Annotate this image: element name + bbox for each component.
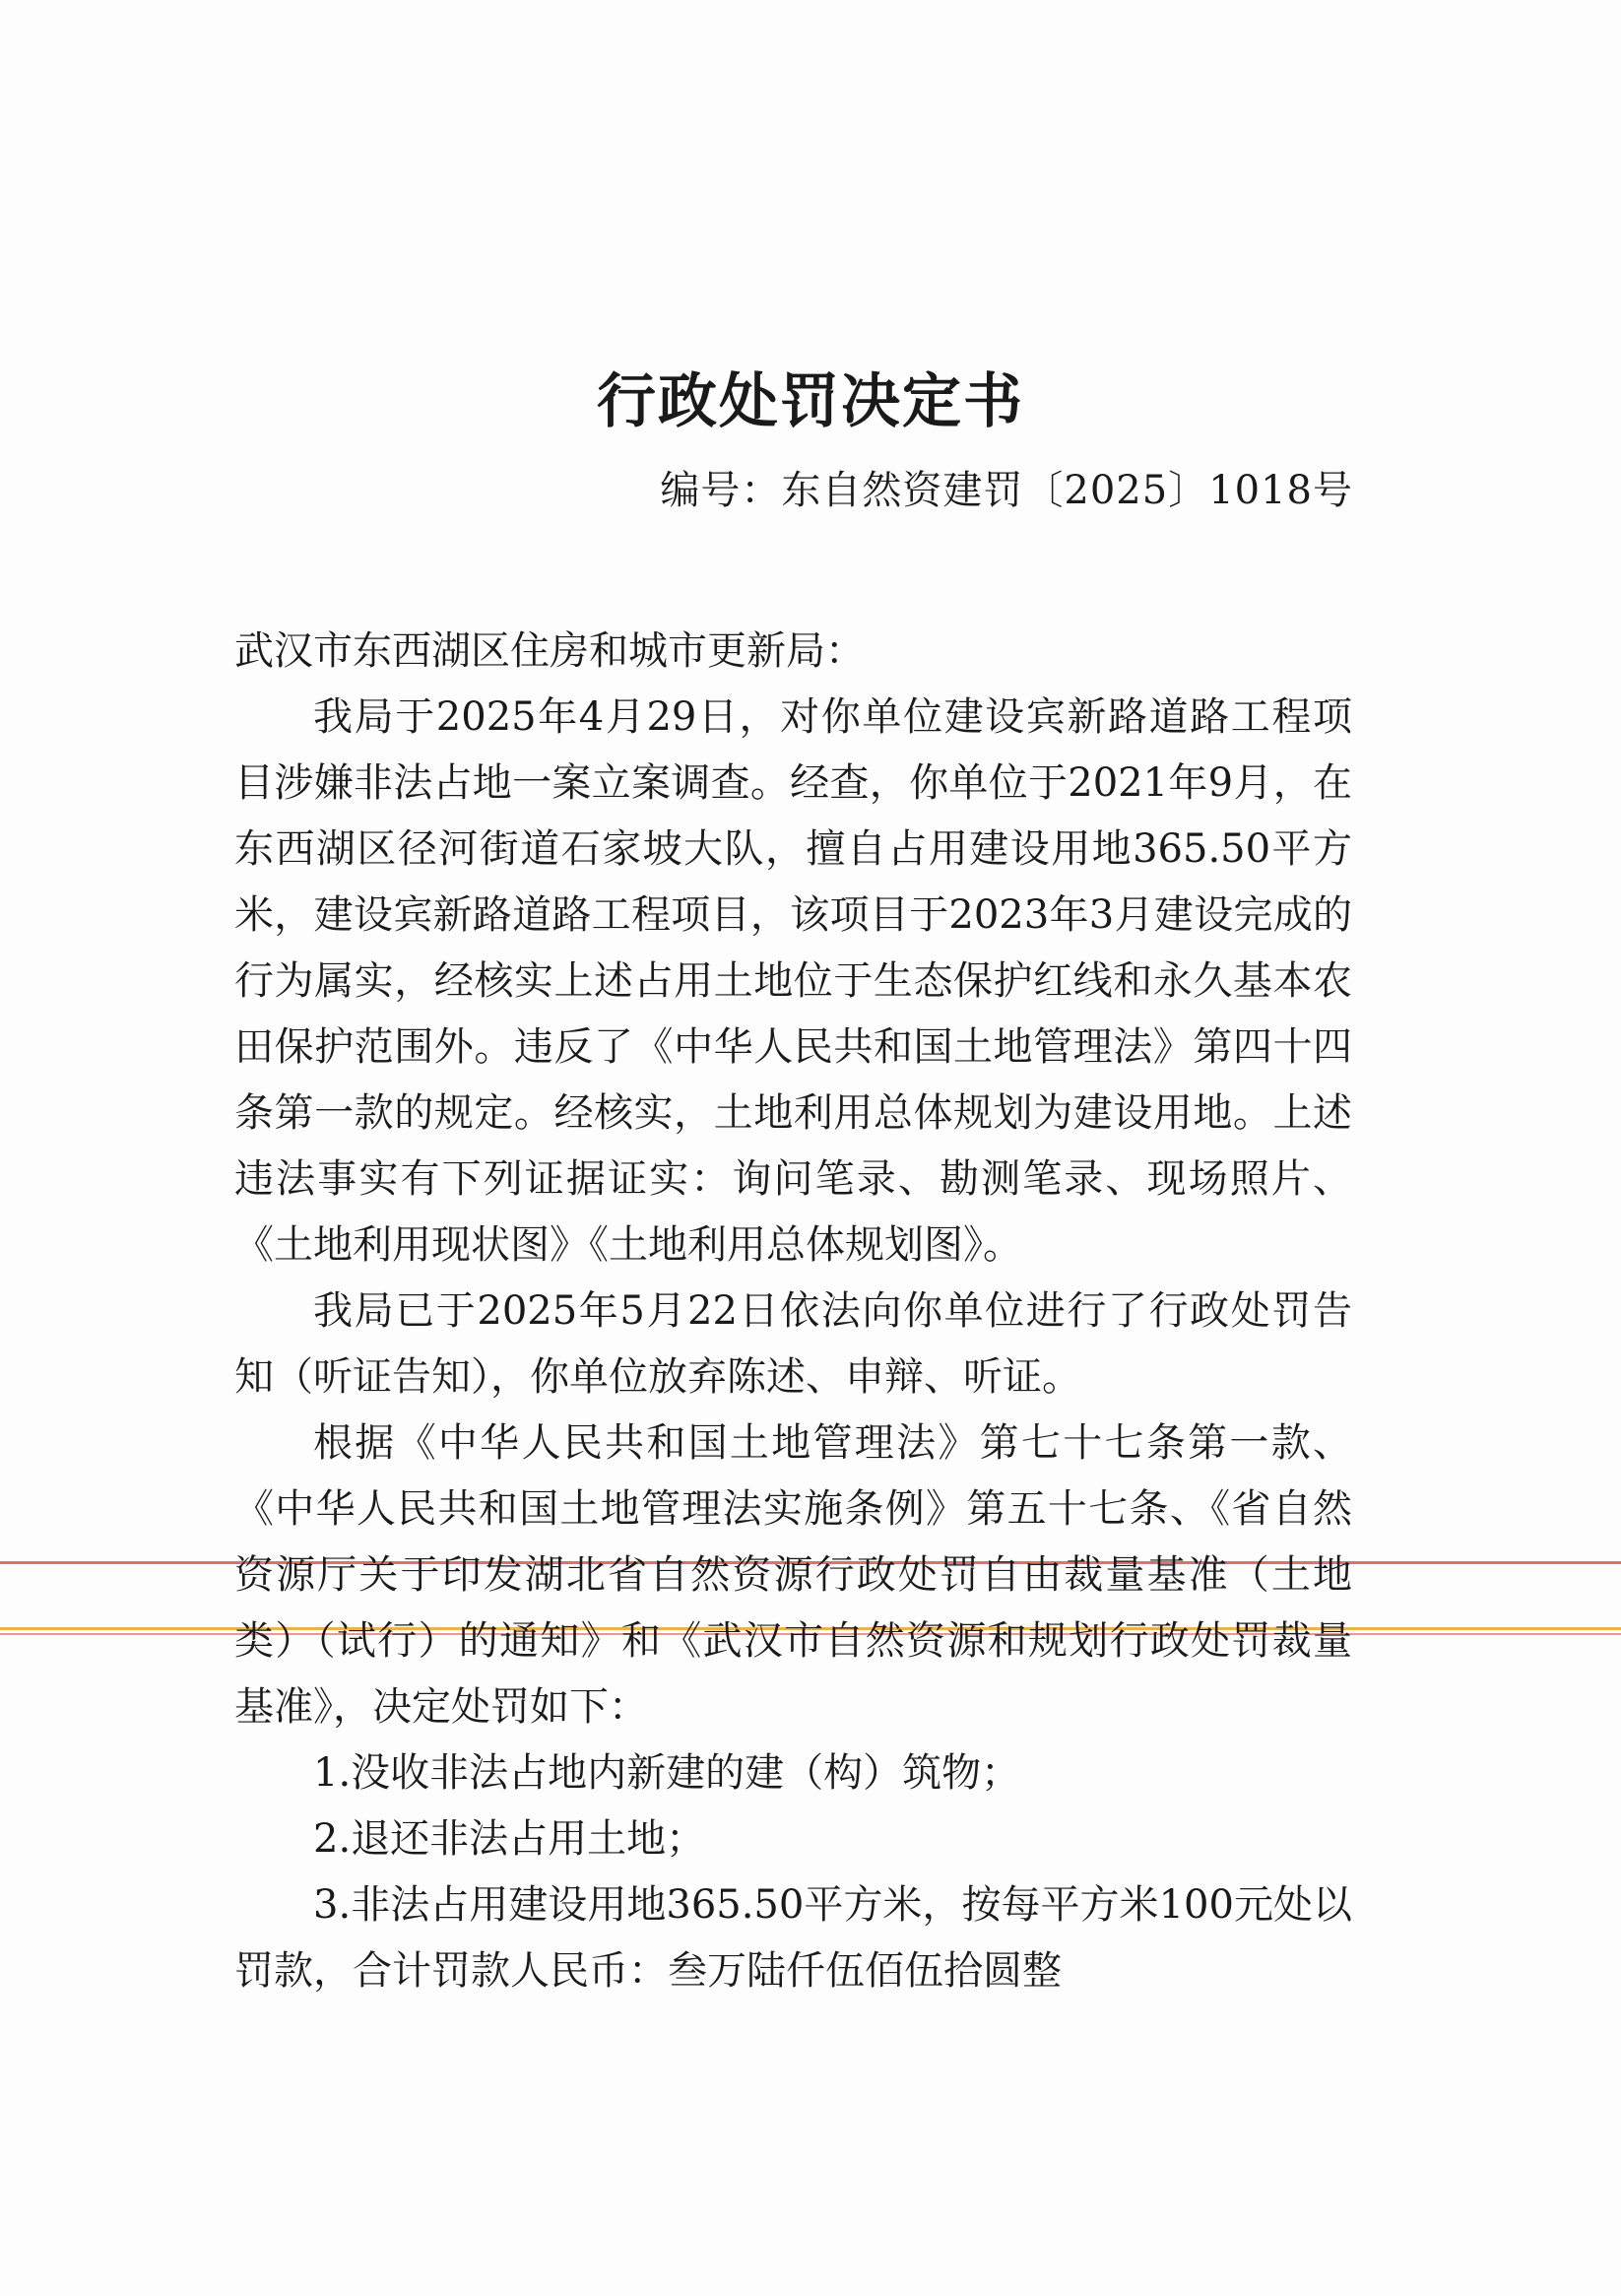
document-body — [234, 619, 1352, 2004]
paragraph-legal-basis: 根据《中华人民共和国土地管理法》第七十七条第一款、《中华人民共和国土地管理法实施条例》第五十七条、《省自然资源厅关于印发湖北省自然资源行政处罚自由裁量基准（土地类）（试行）的通知》和《武汉市自然资源和规划行政处罚裁量基准》，决定处罚如下： — [234, 1420, 1352, 1730]
penalty-item-2: 2.退还非法占用土地； — [313, 1816, 706, 1862]
penalty-item-1: 1.没收非法占地内新建的建（构）筑物； — [313, 1750, 1021, 1796]
paragraph-facts: 我局于2025年4月29日，对你单位建设宾新路道路工程项目涉嫌非法占地一案立案调查。经查，你单位于2021年9月，在东西湖区径河街道石家坡大队，擅自占用建设用地365.50平方米，建设宾新路道路工程项目，该项目于2023年3月建设完成的行为属实，经核实上述占用土地位于生态保护红线和永久基本农田保护范围外。违反了《中华人民共和国土地管理法》第四十四条第一款的规定。经核实，土地利用总体规划为建设用地。上述违法事实有下列证据证实：询问笔录、勘测笔录、现场照片、《土地利用现状图》《土地利用总体规划图》。 — [234, 694, 1352, 1268]
document-title: 行政处罚决定书 — [597, 367, 1024, 436]
paragraph-notice: 我局已于2025年5月22日依法向你单位进行了行政处罚告知（听证告知），你单位放弃陈述、申辩、听证。 — [234, 1288, 1352, 1400]
penalty-item-3: 3.非法占用建设用地365.50平方米，按每平方米100元处以罚款，合计罚款人民币：叁万陆仟伍佰伍拾圆整 — [234, 1882, 1352, 1994]
addressee: 武汉市东西湖区住房和城市更新局： — [234, 628, 865, 674]
document-number: 编号：东自然资建罚〔2025〕1018号 — [660, 468, 1353, 513]
